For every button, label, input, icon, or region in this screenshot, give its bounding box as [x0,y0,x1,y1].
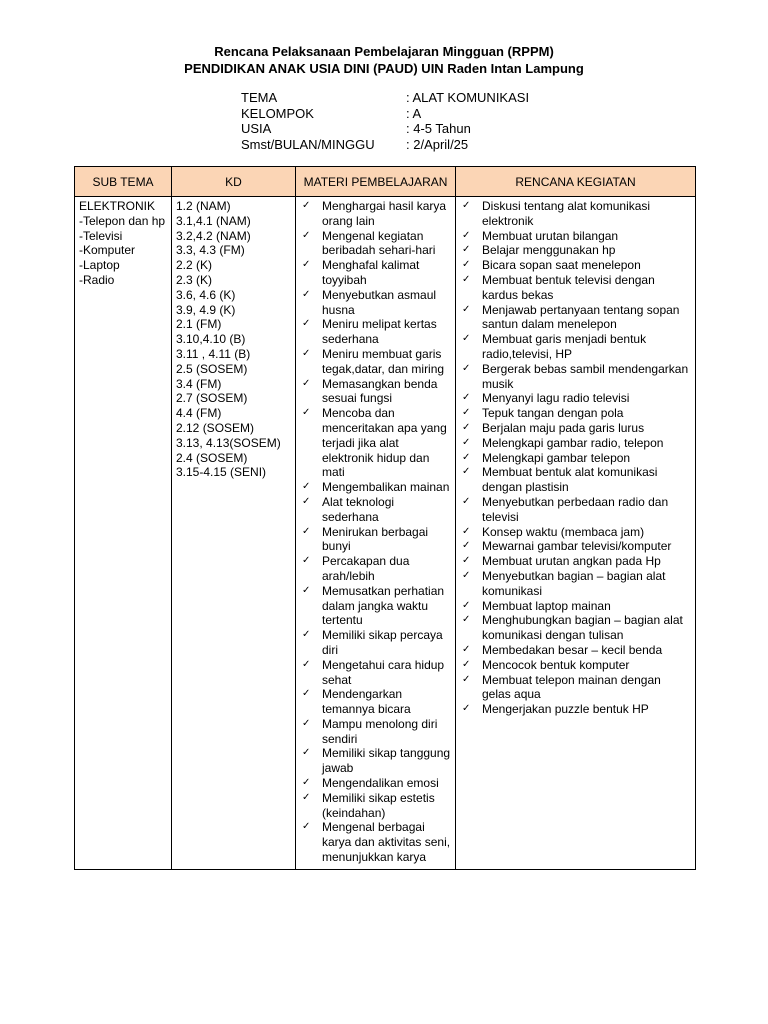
info-label: KELOMPOK [241,105,314,121]
header-materi: MATERI PEMBELAJARAN [296,167,456,197]
check-icon: ✓ [462,569,471,581]
list-item [460,406,691,421]
list-item-text: Meniru membuat garis tegak,datar, dan miring [322,346,445,376]
list-item [300,258,451,288]
check-icon: ✓ [462,259,471,271]
list-item [460,229,691,244]
list-item [460,303,691,333]
check-icon: ✓ [462,333,471,345]
check-icon: ✓ [302,821,311,833]
info-value: : A [406,105,422,121]
list-item [300,746,451,776]
list-item [300,717,451,747]
list-item [460,362,691,392]
check-icon: ✓ [302,747,311,759]
list-item-text: Memiliki sikap estetis (keindahan) [322,790,435,820]
list-item [300,791,451,821]
sub-tema-item: -Televisi [79,228,123,243]
check-icon: ✓ [302,629,311,641]
info-value: : ALAT KOMUNIKASI [406,90,530,105]
check-icon: ✓ [302,407,311,419]
check-icon: ✓ [302,259,311,271]
info-row-tema [241,90,529,106]
list-item [460,702,691,717]
info-label: Smst/BULAN/MINGGU [241,136,375,152]
list-item-text: Menyebutkan perbedaan radio dan televisi [482,494,669,524]
list-item [300,658,451,688]
check-icon: ✓ [462,599,471,611]
check-icon: ✓ [302,525,311,537]
list-item-text: Menyebutkan asmaul husna [322,287,437,317]
check-icon: ✓ [302,658,311,670]
document-title: Rencana Pelaksanaan Pembelajaran Mingguan (RPPM) [214,44,554,59]
check-icon: ✓ [462,421,471,433]
list-item [460,554,691,569]
list-item [300,584,451,628]
kd-cell [172,197,296,870]
kd-item: 3.1,4.1 (NAM) [176,213,251,228]
list-item [300,317,451,347]
list-item [460,436,691,451]
info-row-usia [241,121,529,137]
list-item-text: Belajar menggunakan hp [482,243,616,258]
list-item [460,421,691,436]
list-item-text: Memiliki sikap percaya diri [322,628,443,657]
check-icon: ✓ [302,791,311,803]
sub-tema-item: -Telepon dan hp [79,213,166,228]
list-item-text: Diskusi tentang alat komunikasi elektronik [482,199,651,228]
sub-tema-item: -Radio [79,272,115,287]
list-item [460,673,691,703]
list-item-text: Mengenal berbagai karya dan aktivitas seni, menunjukkan karya [322,820,451,865]
kd-item: 3.9, 4.9 (K) [176,302,236,317]
kd-item: 2.4 (SOSEM) [176,450,248,465]
list-item [300,820,451,864]
check-icon: ✓ [302,288,311,300]
list-item-text: Membuat laptop mainan [482,598,611,613]
list-item-text: Mengerjakan puzzle bentuk HP [482,702,649,717]
check-icon: ✓ [462,466,471,478]
check-icon: ✓ [462,495,471,507]
check-icon: ✓ [462,407,471,419]
list-item [300,199,451,229]
info-label: USIA [241,121,272,136]
list-item [460,258,691,273]
check-icon: ✓ [462,555,471,567]
list-item [460,613,691,643]
kd-item: 2.7 (SOSEM) [176,391,248,406]
list-item-text: Berjalan maju pada garis lurus [482,420,645,435]
list-item-text: Konsep waktu (membaca jam) [482,524,645,539]
check-icon: ✓ [462,200,471,211]
list-item [460,495,691,525]
list-item [300,495,451,525]
list-item-text: Membuat urutan bilangan [482,228,619,243]
list-item [460,643,691,658]
list-item [460,539,691,554]
list-item-text: Menghargai hasil karya orang lain [322,199,447,228]
rppm-table [74,166,696,870]
list-item [300,347,451,377]
check-icon: ✓ [302,717,311,729]
check-icon: ✓ [462,703,471,715]
check-icon: ✓ [302,347,311,359]
list-item-text: Melengkapi gambar telepon [482,450,631,465]
check-icon: ✓ [462,392,471,404]
check-icon: ✓ [462,673,471,685]
check-icon: ✓ [462,436,471,448]
check-icon: ✓ [462,303,471,315]
list-item [300,776,451,791]
info-block [241,90,529,152]
kd-item: 1.2 (NAM) [176,199,231,213]
check-icon: ✓ [462,643,471,655]
list-item [300,554,451,584]
list-item [300,377,451,407]
check-icon: ✓ [462,451,471,463]
list-item-text: Membuat telepon mainan dengan gelas aqua [482,672,661,702]
list-item-text: Bicara sopan saat menelepon [482,258,641,273]
info-value: : 4-5 Tahun [406,121,471,136]
table-header-row [75,167,696,197]
list-item-text: Mengendalikan emosi [322,776,439,791]
list-item-text: Menyebutkan bagian – bagian alat komunikasi [482,568,666,598]
list-item [460,658,691,673]
check-icon: ✓ [462,229,471,241]
list-item-text: Mewarnai gambar televisi/komputer [482,539,672,554]
list-item [460,599,691,614]
list-item-text: Membuat garis menjadi bentuk radio,televisi, HP [482,332,647,361]
kd-item: 3.15-4.15 (SENI) [176,465,267,480]
kd-item: 3.11 , 4.11 (B) [176,346,251,361]
list-item-text: Menyanyi lagu radio televisi [482,391,630,406]
document-subtitle: PENDIDIKAN ANAK USIA DINI (PAUD) UIN Raden Intan Lampung [184,61,584,76]
list-item-text: Menirukan berbagai bunyi [322,524,429,554]
list-item [300,480,451,495]
list-item [460,525,691,540]
check-icon: ✓ [462,362,471,374]
list-item-text: Mengetahui cara hidup sehat [322,657,445,687]
check-icon: ✓ [302,777,311,789]
check-icon: ✓ [462,658,471,670]
check-icon: ✓ [302,318,311,330]
sub-tema-item: -Laptop [79,258,120,273]
kegiatan-list [460,199,691,717]
list-item [460,451,691,466]
list-item-text: Membuat urutan angkan pada Hp [482,554,661,569]
header-kd: KD [172,167,296,197]
sub-tema-cell [75,197,172,870]
check-icon: ✓ [462,540,471,552]
kegiatan-cell [456,197,696,870]
check-icon: ✓ [302,584,311,596]
list-item-text: Membuat bentuk alat komunikasi dengan plastisin [482,465,658,495]
list-item-text: Mampu menolong diri sendiri [322,716,438,746]
list-item [300,687,451,717]
check-icon: ✓ [462,614,471,626]
list-item-text: Bergerak bebas sambil mendengarkan musik [482,361,689,391]
list-item-text: Membuat bentuk televisi dengan kardus bekas [482,272,655,302]
list-item-text: Percakapan dua arah/lebih [322,554,410,583]
kd-item: 2.1 (FM) [176,317,222,332]
list-item [460,332,691,362]
list-item-text: Membedakan besar – kecil benda [482,642,663,657]
list-item-text: Memiliki sikap tanggung jawab [322,746,451,776]
kd-item: 2.3 (K) [176,272,213,287]
list-item [300,229,451,259]
list-item-text: Memasangkan benda sesuai fungsi [322,376,438,406]
list-item-text: Alat teknologi sederhana [322,494,395,524]
info-value: : 2/April/25 [406,136,469,152]
check-icon: ✓ [302,377,311,389]
list-item [460,391,691,406]
table-row [75,197,696,870]
list-item-text: Meniru melipat kertas sederhana [322,317,437,347]
kd-item: 2.2 (K) [176,258,213,273]
list-item-text: Menjawab pertanyaan tentang sopan santun dalam menelepon [482,302,680,332]
check-icon: ✓ [462,273,471,285]
list-item-text: Mencoba dan menceritakan apa yang terjadi jika alat elektronik hidup dan mati [322,406,447,480]
list-item-text: Menghubungkan bagian – bagian alat komunikasi dengan tulisan [482,613,683,643]
list-item-text: Mengembalikan mainan [322,480,450,495]
kd-item: 3.4 (FM) [176,376,222,391]
info-row-semester [241,137,529,153]
kd-item: 3.13, 4.13(SOSEM) [176,435,281,450]
check-icon: ✓ [462,525,471,537]
list-item [300,628,451,658]
check-icon: ✓ [302,495,311,507]
kd-item: 3.2,4.2 (NAM) [176,228,251,243]
check-icon: ✓ [302,688,311,700]
kd-item: 3.6, 4.6 (K) [176,287,236,302]
sub-tema-item: ELEKTRONIK [79,199,156,213]
info-row-kelompok [241,106,529,122]
info-label: TEMA [241,90,278,105]
materi-cell [296,197,456,870]
list-item [300,406,451,480]
list-item-text: Memusatkan perhatian dalam jangka waktu tertentu [322,583,445,628]
list-item [300,288,451,318]
check-icon: ✓ [302,200,311,211]
check-icon: ✓ [302,481,311,493]
list-item-text: Mengenal kegiatan beribadah sehari-hari [322,228,436,258]
header-sub-tema: SUB TEMA [75,167,172,197]
materi-list [300,199,451,865]
list-item [300,525,451,555]
list-item [460,199,691,229]
check-icon: ✓ [302,229,311,241]
list-item [460,569,691,599]
list-item-text: Melengkapi gambar radio, telepon [482,435,664,450]
list-item-text: Tepuk tangan dengan pola [482,406,624,421]
kd-item: 4.4 (FM) [176,406,222,421]
kd-item: 3.3, 4.3 (FM) [176,243,245,258]
list-item-text: Menghafal kalimat toyyibah [322,258,420,287]
header-kegiatan: RENCANA KEGIATAN [456,167,696,197]
sub-tema-item: -Komputer [79,243,136,258]
list-item [460,465,691,495]
list-item-text: Mencocok bentuk komputer [482,657,630,672]
list-item-text: Mendengarkan temannya bicara [322,687,411,717]
kd-item: 3.10,4.10 (B) [176,332,246,347]
check-icon: ✓ [462,244,471,256]
kd-item: 2.12 (SOSEM) [176,420,255,435]
list-item [460,243,691,258]
kd-item: 2.5 (SOSEM) [176,361,248,376]
list-item [460,273,691,303]
check-icon: ✓ [302,555,311,567]
